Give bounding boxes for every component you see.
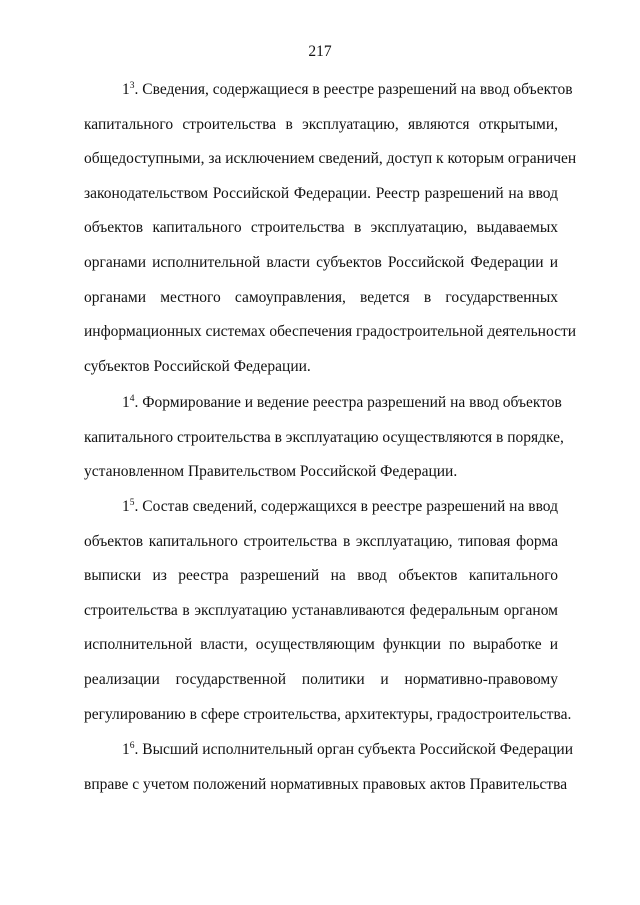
paragraph-number: 1	[122, 498, 130, 515]
paragraph-line: законодательством Российской Федерации. Реестр разрешений на ввод	[84, 184, 558, 202]
paragraph-line: вправе с учетом положений нормативных правовых актов Правительства	[84, 775, 568, 793]
paragraph-line: выписки из реестра разрешений на ввод объектов капитального	[84, 567, 558, 585]
paragraph-line	[84, 386, 562, 421]
paragraph-1-3	[84, 73, 577, 384]
paragraph-line: капитального строительства в эксплуатацию, являются открытыми,	[84, 115, 558, 133]
paragraph-line: исполнительной власти, осуществляющим функции по выработке и	[84, 636, 558, 654]
paragraph-superscript: 4	[129, 394, 135, 404]
paragraph-line-text: . Формирование и ведение реестра разрешений на ввод объектов	[134, 394, 562, 411]
paragraph-superscript: 6	[129, 741, 135, 751]
paragraph-line: органами исполнительной власти субъектов Российской Федерации и	[84, 253, 558, 271]
page-number: 217	[308, 43, 332, 60]
paragraph-line: реализации государственной политики и нормативно-правовому	[84, 670, 558, 688]
paragraph-line: информационных системах обеспечения градостроительной деятельности	[84, 323, 577, 341]
paragraph-superscript: 3	[129, 81, 135, 91]
paragraph-line: строительства в эксплуатацию устанавливаются федеральным органом	[84, 601, 558, 619]
paragraph-line: регулированию в сфере строительства, архитектуры, градостроительства.	[84, 705, 572, 723]
paragraph-number: 1	[122, 394, 130, 411]
paragraph-line: объектов капитального строительства в эксплуатацию, выдаваемых	[84, 219, 558, 237]
paragraph-1-6	[84, 733, 573, 802]
paragraph-line	[84, 490, 558, 525]
paragraph-line	[84, 733, 573, 768]
paragraph-superscript: 5	[129, 498, 135, 508]
paragraph-line: субъектов Российской Федерации.	[84, 357, 311, 375]
paragraph-line: установленном Правительством Российской Федерации.	[84, 463, 458, 481]
paragraph-line: капитального строительства в эксплуатацию осуществляются в порядке,	[84, 428, 564, 446]
paragraph-line: объектов капитального строительства в эксплуатацию, типовая форма	[84, 532, 558, 550]
paragraph-line-text: . Высший исполнительный орган субъекта Российской Федерации	[134, 741, 573, 758]
paragraph-line-text: . Состав сведений, содержащихся в реестре разрешений на ввод	[134, 498, 558, 515]
paragraph-number: 1	[122, 81, 130, 98]
paragraph-line: общедоступными, за исключением сведений, доступ к которым ограничен	[84, 150, 577, 168]
paragraph-1-4	[84, 386, 564, 490]
paragraph-line-text: . Сведения, содержащиеся в реестре разрешений на ввод объектов	[134, 81, 573, 98]
paragraph-line: органами местного самоуправления, ведется в государственных	[84, 288, 558, 306]
paragraph-number: 1	[122, 741, 130, 758]
paragraph-line	[84, 73, 573, 108]
paragraph-1-5	[84, 490, 572, 732]
